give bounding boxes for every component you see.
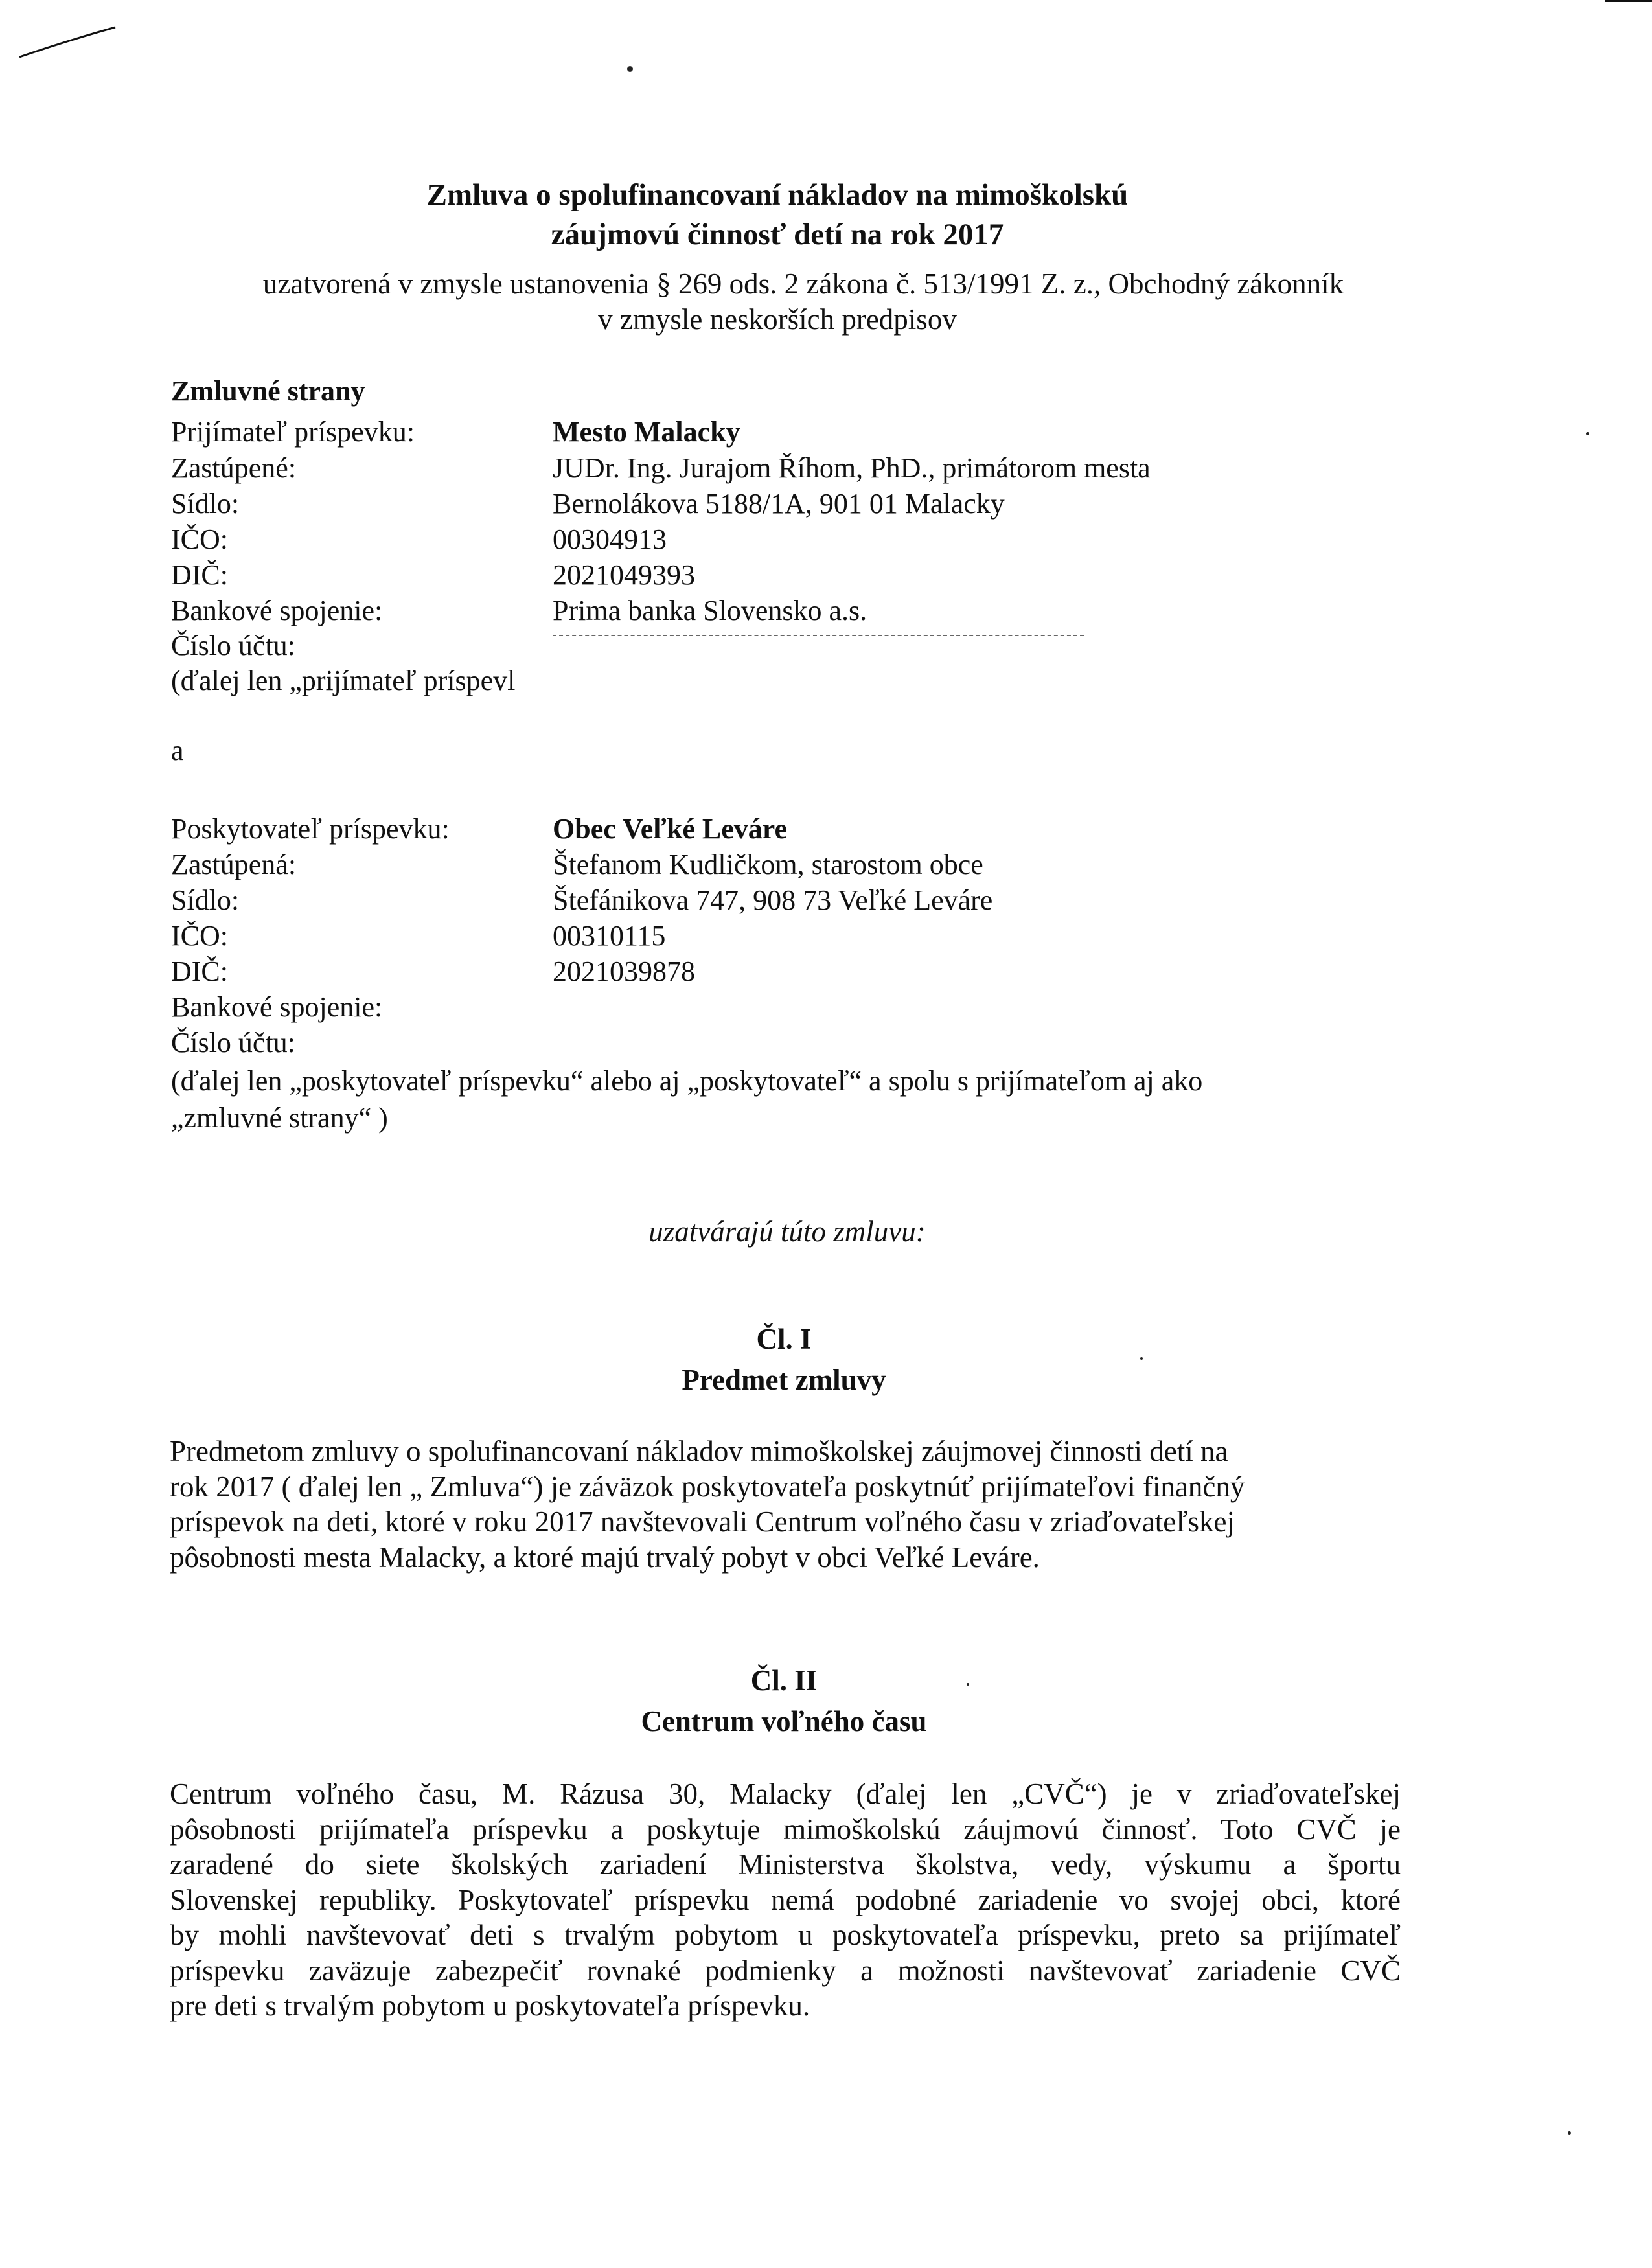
article-2-line: zaradené do siete školských zariadení Ministerstva školstva, vedy, výskumu a športu [170,1848,1401,1881]
recipient-rep-label: Zastúpené: [171,452,297,484]
provider-bank-label: Bankové spojenie: [171,991,383,1023]
scan-dot-mark [627,66,633,72]
recipient-bank-value: Prima banka Slovensko a.s. [553,595,867,626]
recipient-alias: (ďalej len „prijímateľ príspevl [171,665,516,696]
contract-subtitle-line2: v zmysle neskorších predpisov [598,303,957,336]
article-1-paragraph [170,1434,1394,1575]
scan-speck [1140,1357,1143,1360]
provider-alias-line2: „zmluvné strany“ ) [171,1102,388,1134]
article-2-line: príspevku zaväzuje zabezpečiť rovnaké podmienky a možnosti navštevovať zariadenie CVČ [170,1954,1401,1987]
scan-speck [1568,2131,1571,2135]
article-2-line: by mohli navštevovať deti s trvalým pobytom u poskytovateľa príspevku, preto sa prijímateľ [170,1919,1401,1951]
provider-dic-value: 2021039878 [553,956,695,987]
article-2-line: Centrum voľného času, M. Rázusa 30, Malacky (ďalej len „CVČ“) je v zriaďovateľskej [170,1778,1401,1810]
parties-heading: Zmluvné strany [171,375,365,407]
pen-stroke-mark [13,19,123,65]
provider-rep-value: Štefanom Kudličkom, starostom obce [553,849,983,880]
recipient-ico-label: IČO: [171,523,228,555]
contract-title-line2: záujmovú činnosť detí na rok 2017 [551,218,1004,251]
provider-name: Obec Veľké Leváre [553,813,787,845]
contract-intro: uzatvárajú túto zmluvu: [648,1215,926,1248]
article-1-line: príspevok na deti, ktoré v roku 2017 navštevovali Centrum voľného času v zriaďovateľskej [170,1506,1235,1538]
article-1-number: Čl. I [756,1323,812,1355]
parties-conjunction: a [171,735,184,766]
recipient-account-label: Číslo účtu: [171,630,295,661]
provider-rep-label: Zastúpená: [171,849,297,880]
scan-edge-line [1605,0,1652,2]
provider-seat-label: Sídlo: [171,884,240,916]
contract-title-line1: Zmluva o spolufinancovaní nákladov na mimoškolskú [426,178,1129,212]
article-1-heading: Predmet zmluvy [682,1364,886,1396]
article-1-line: rok 2017 ( ďalej len „ Zmluva“) je záväzok poskytovateľa poskytnúť prijímateľovi finančný [170,1470,1245,1503]
article-2-number: Čl. II [750,1664,818,1697]
provider-dic-label: DIČ: [171,956,228,987]
contract-subtitle-line1: uzatvorená v zmysle ustanovenia § 269 ods. 2 zákona č. 513/1991 Z. z., Obchodný zákonník [262,268,1344,300]
article-2-heading: Centrum voľného času [641,1705,927,1737]
provider-ico-value: 00310115 [553,920,666,952]
provider-alias-line1: (ďalej len „poskytovateľ príspevku“ alebo aj „poskytovateľ“ a spolu s prijímateľom aj ako [171,1065,1203,1097]
scan-speck [1586,432,1589,435]
recipient-rep-value: JUDr. Ing. Jurajom Říhom, PhD., primátorom mesta [553,452,1151,484]
recipient-dic-value: 2021049393 [553,559,695,591]
provider-seat-value: Štefánikova 747, 908 73 Veľké Leváre [553,884,993,916]
recipient-ico-value: 00304913 [553,523,667,555]
redaction-line [553,635,1084,636]
recipient-name: Mesto Malacky [553,416,740,448]
article-2-line: Slovenskej republiky. Poskytovateľ príspevku nemá podobné zariadenie vo svojej obci, ktoré [170,1883,1401,1916]
recipient-role-label: Prijímateľ príspevku: [171,416,415,448]
recipient-seat-label: Sídlo: [171,488,240,520]
article-1-line: pôsobnosti mesta Malacky, a ktoré majú trvalý pobyt v obci Veľké Leváre. [170,1541,1040,1574]
recipient-dic-label: DIČ: [171,559,228,591]
provider-role-label: Poskytovateľ príspevku: [171,813,450,845]
article-2-line: pre deti s trvalým pobytom u poskytovateľa príspevku. [170,1989,810,2022]
article-2-paragraph [170,1776,1401,2024]
article-1-line: Predmetom zmluvy o spolufinancovaní nákladov mimoškolskej záujmovej činnosti detí na [170,1435,1228,1467]
provider-ico-label: IČO: [171,920,228,952]
scan-speck [967,1683,969,1686]
provider-account-label: Číslo účtu: [171,1027,295,1059]
article-2-line: pôsobnosti prijímateľa príspevku a poskytuje mimoškolskú záujmovú činnosť. Toto CVČ je [170,1813,1401,1846]
recipient-seat-value: Bernolákova 5188/1A, 901 01 Malacky [553,488,1005,520]
recipient-bank-label: Bankové spojenie: [171,595,383,626]
